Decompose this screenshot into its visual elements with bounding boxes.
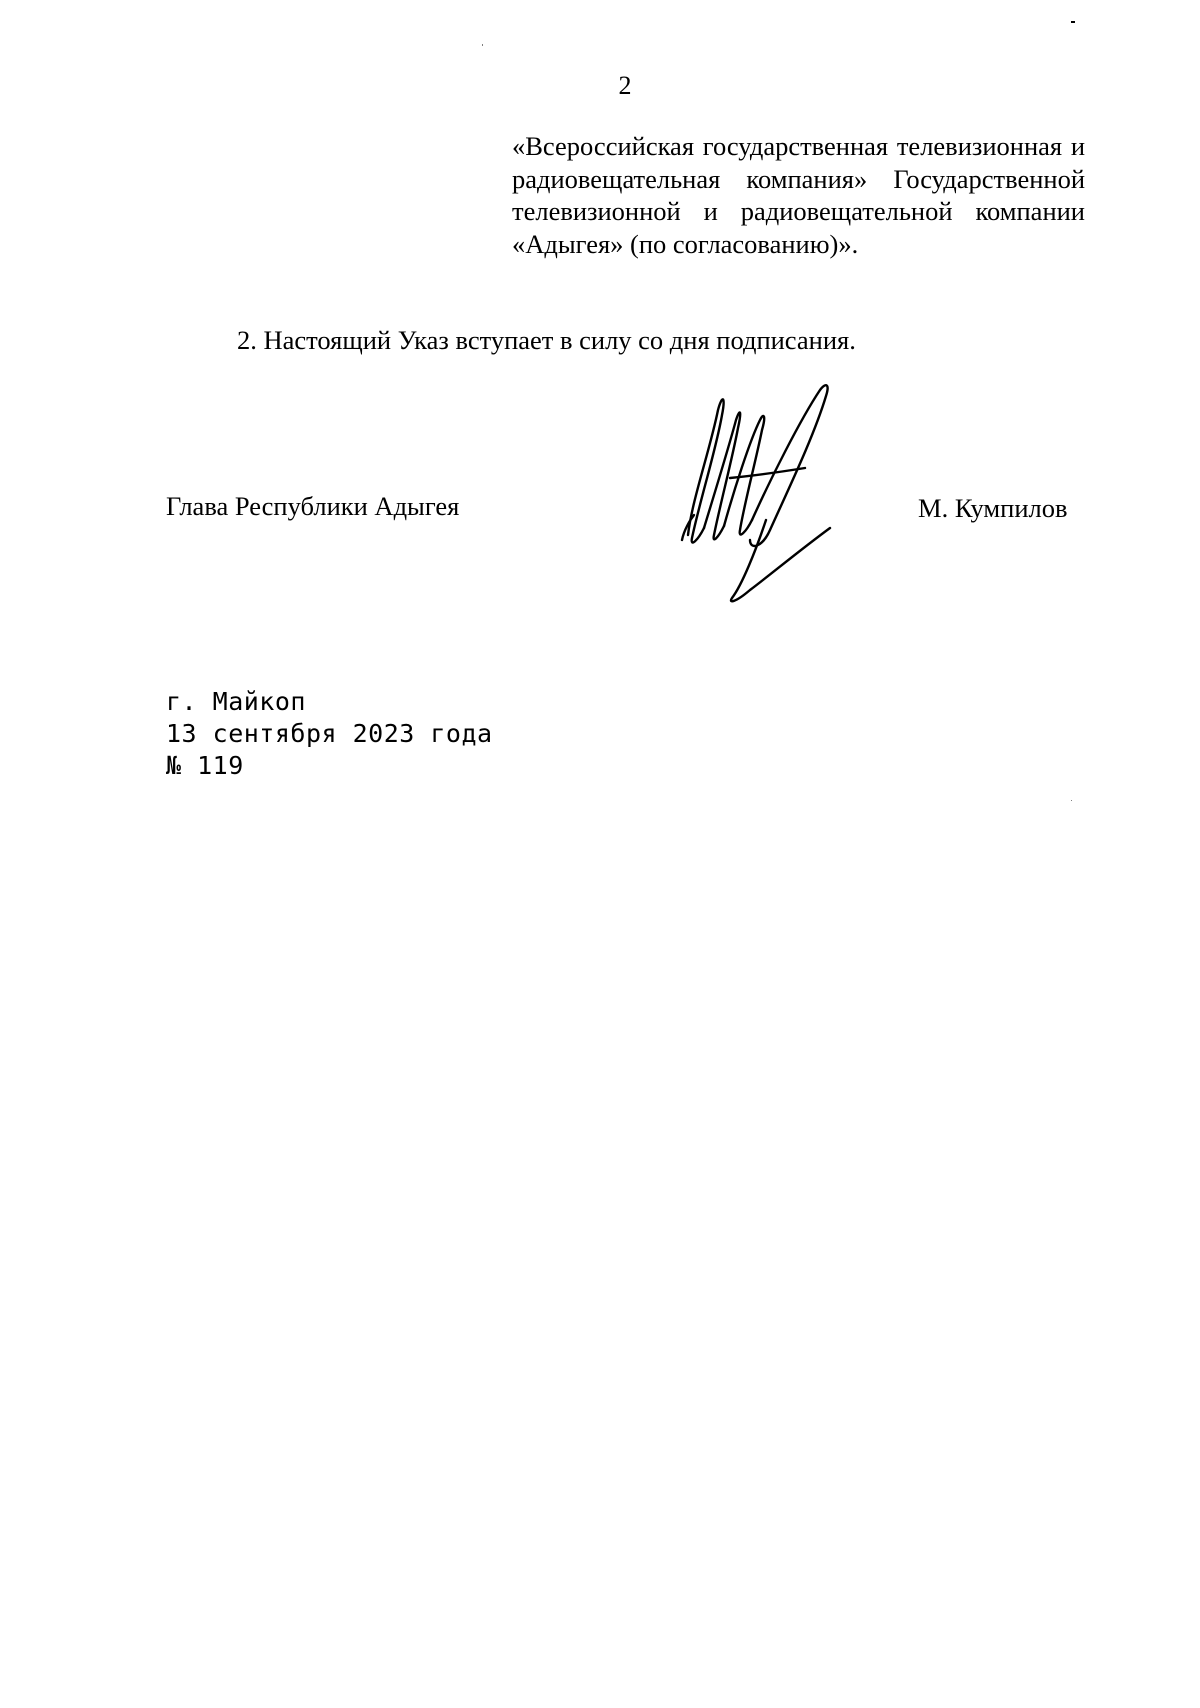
scan-speck [1071, 21, 1075, 23]
signatory-name: М. Кумпилов [918, 493, 1068, 523]
issuance-place: г. Майкоп [166, 687, 306, 716]
scan-speck [1071, 800, 1072, 801]
continued-list-item: «Всероссийская государственная телевизионная и радиовещательная компания» Государственной телевизионной и радиовещательной компании «Адыгея» (по согласованию)». [512, 131, 1085, 259]
handwritten-signature [670, 380, 880, 610]
signatory-position: Глава Республики Адыгея [166, 491, 460, 521]
issuance-date: 13 сентября 2023 года [166, 719, 493, 748]
issuance-block [166, 686, 493, 782]
page-number: 2 [618, 71, 632, 100]
clause-2: 2. Настоящий Указ вступает в силу со дня подписания. [237, 325, 856, 355]
scan-speck [482, 44, 483, 46]
decree-number: № 119 [166, 751, 244, 780]
